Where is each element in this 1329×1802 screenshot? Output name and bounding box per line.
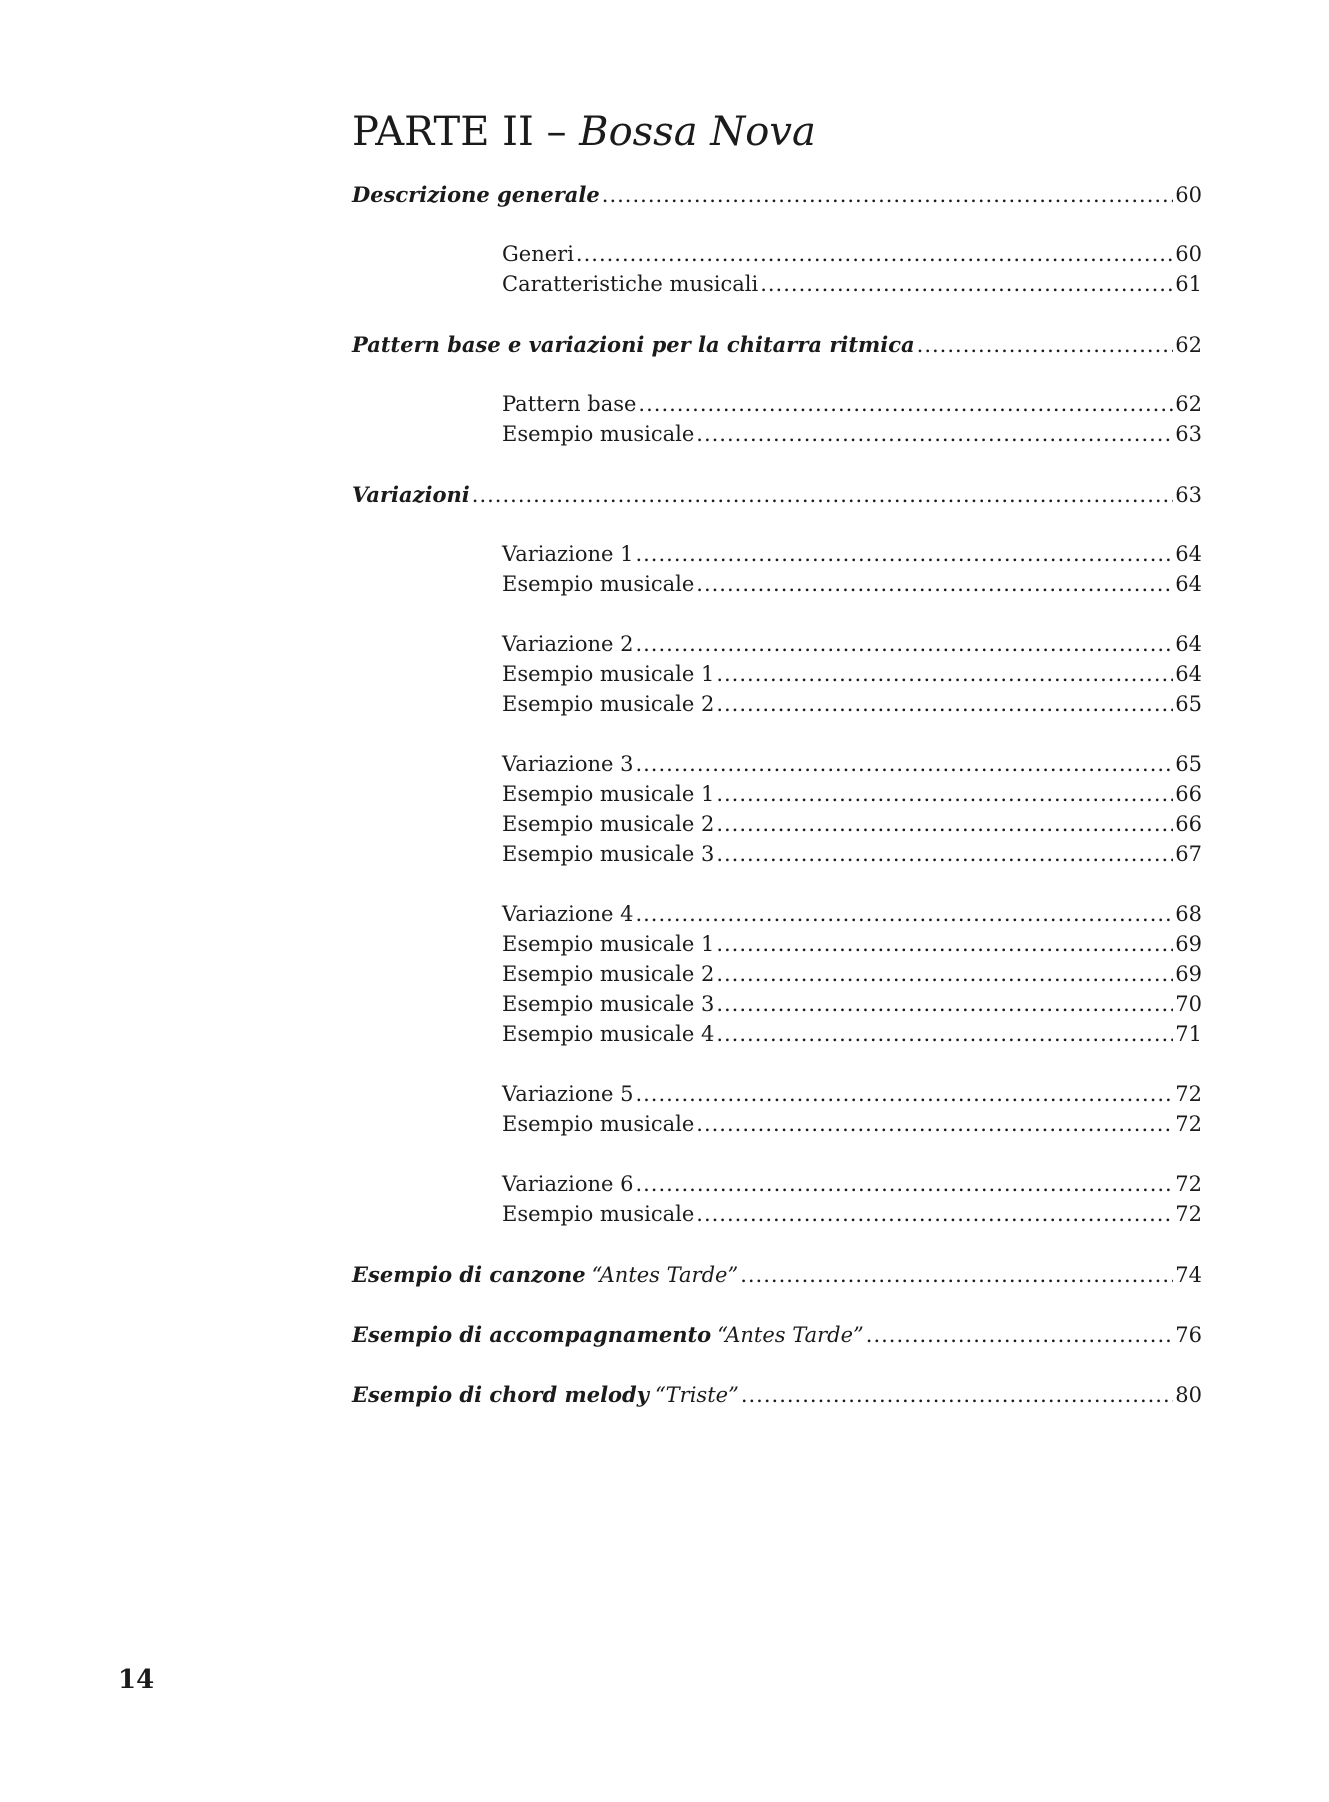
toc-section-label: Esempio di chord melody [352,1382,649,1407]
toc-item-label: Esempio musicale [502,1112,695,1136]
toc-leader [638,392,1173,416]
toc-item-label: Generi [502,242,574,266]
title-part: PARTE II – [352,109,580,155]
toc-item-label: Esempio musicale 1 [502,662,715,686]
toc-leader [760,272,1173,296]
toc-item-esempio-musicale-3[interactable] [502,842,1202,872]
toc-page-number: 67 [1175,842,1202,866]
toc-leader [635,1082,1173,1106]
toc-page-number: 62 [1175,333,1202,357]
toc-page-number: 65 [1175,692,1202,716]
toc-item-label: Variazione 4 [502,902,634,926]
toc-page-number: 72 [1175,1202,1202,1226]
toc-leader [741,1383,1173,1407]
toc-page-number: 64 [1175,662,1202,686]
toc-item-pattern-base[interactable] [502,392,1202,422]
toc-item-label: Esempio musicale [502,422,695,446]
toc-leader [716,692,1173,716]
toc-item-label: Esempio musicale 1 [502,932,715,956]
toc-item-label: Variazione 3 [502,752,634,776]
toc-item-label: Variazione 1 [502,542,634,566]
toc-item-label: Esempio musicale 4 [502,1022,715,1046]
toc-item-label: Esempio musicale 2 [502,812,715,836]
toc-item-label: Esempio musicale 3 [502,992,715,1016]
toc-page-number: 66 [1175,812,1202,836]
toc-leader [716,782,1173,806]
toc-leader [635,1172,1173,1196]
toc-page-number: 69 [1175,962,1202,986]
toc-item-label: Caratteristiche musicali [502,272,759,296]
toc-item-label: Variazione 2 [502,632,634,656]
toc-page-number: 70 [1175,992,1202,1016]
toc-leader [716,662,1173,686]
toc-section-pattern-base[interactable] [352,332,1202,362]
toc-item-esempio-musicale-2[interactable] [502,812,1202,842]
toc-item-label: Esempio musicale 2 [502,962,715,986]
title-subject: Bossa Nova [579,109,816,155]
toc-page-number: 64 [1175,542,1202,566]
toc-page-number: 61 [1175,272,1202,296]
toc-page-number: 74 [1175,1263,1202,1287]
toc-item-esempio-musicale[interactable] [502,422,1202,452]
toc-leader [716,992,1173,1016]
toc-leader [696,1112,1173,1136]
toc-page-number: 63 [1175,483,1202,507]
toc-item-generi[interactable] [502,242,1202,272]
toc-item-label: Esempio musicale 3 [502,842,715,866]
toc-item-label: Esempio musicale 1 [502,782,715,806]
toc-leader [602,183,1174,207]
toc-item-variazione-6[interactable] [502,1172,1202,1202]
toc-item-variazione-5[interactable] [502,1082,1202,1112]
toc-item-esempio-musicale-4[interactable] [502,1022,1202,1052]
toc-item-label: Esempio musicale [502,572,695,596]
toc-page-number: 71 [1175,1022,1202,1046]
toc-page-number: 68 [1175,902,1202,926]
toc-leader [576,242,1173,266]
toc-item-esempio-musicale[interactable] [502,1202,1202,1232]
toc-page-number: 69 [1175,932,1202,956]
toc-item-label: Esempio musicale [502,1202,695,1226]
toc-leader [716,962,1173,986]
toc-leader [716,842,1173,866]
toc-item-esempio-musicale-1[interactable] [502,932,1202,962]
toc-leader [635,542,1173,566]
toc-leader [635,752,1173,776]
toc-page-number: 65 [1175,752,1202,776]
toc-leader [716,812,1173,836]
toc-section-label: Esempio di accompagnamento [352,1322,712,1347]
toc-item-label: Variazione 5 [502,1082,634,1106]
toc-section-esempio-di-canzone[interactable] [352,1262,1202,1292]
toc-page-number: 60 [1175,183,1202,207]
toc-leader [635,632,1173,656]
toc-item-esempio-musicale-2[interactable] [502,962,1202,992]
toc-item-variazione-2[interactable] [502,632,1202,662]
toc-section-song-title: “Antes Tarde” [591,1263,739,1287]
toc-item-label: Esempio musicale 2 [502,692,715,716]
toc-item-esempio-musicale-1[interactable] [502,662,1202,692]
toc-section-label: Descrizione generale [352,182,600,207]
toc-leader [696,1202,1173,1226]
toc-item-esempio-musicale-1[interactable] [502,782,1202,812]
toc-leader [696,422,1173,446]
toc-page-number: 64 [1175,632,1202,656]
toc-item-caratteristiche[interactable] [502,272,1202,302]
toc-leader [635,902,1173,926]
toc-section-song-title: “Triste” [654,1383,739,1407]
toc-leader [696,572,1173,596]
page-number: 14 [118,1665,155,1695]
page-title [352,110,816,154]
toc-leader [866,1323,1173,1347]
toc-page-number: 63 [1175,422,1202,446]
toc-item-variazione-4[interactable] [502,902,1202,932]
toc-item-label: Variazione 6 [502,1172,634,1196]
toc-section-label: Variazioni [352,482,470,507]
toc-leader [917,333,1174,357]
toc-section-esempio-di-accompagnamento[interactable] [352,1322,1202,1352]
toc-item-esempio-musicale-2[interactable] [502,692,1202,722]
toc-leader [716,1022,1173,1046]
toc-page-number: 72 [1175,1082,1202,1106]
toc-section-song-title: “Antes Tarde” [717,1323,864,1347]
toc-item-esempio-musicale-3[interactable] [502,992,1202,1022]
toc-page-number: 76 [1175,1323,1202,1347]
toc-section-label: Pattern base e variazioni per la chitarra ritmica [352,332,915,357]
toc-section-esempio-di-chord-melody[interactable] [352,1382,1202,1412]
toc-section-descrizione-generale[interactable] [352,182,1202,212]
toc-section-variazioni[interactable] [352,482,1202,512]
toc-leader [716,932,1173,956]
toc-page-number: 60 [1175,242,1202,266]
toc-item-label: Pattern base [502,392,637,416]
toc-leader [472,483,1173,507]
toc-page-number: 72 [1175,1112,1202,1136]
toc-page-number: 80 [1175,1383,1202,1407]
toc-item-esempio-musicale[interactable] [502,1112,1202,1142]
toc-item-variazione-3[interactable] [502,752,1202,782]
toc-page-number: 62 [1175,392,1202,416]
toc-page-number: 66 [1175,782,1202,806]
toc-leader [740,1263,1173,1287]
toc-section-label: Esempio di canzone [352,1262,586,1287]
toc-page-number: 72 [1175,1172,1202,1196]
toc-page-number: 64 [1175,572,1202,596]
toc-item-variazione-1[interactable] [502,542,1202,572]
toc-item-esempio-musicale[interactable] [502,572,1202,602]
